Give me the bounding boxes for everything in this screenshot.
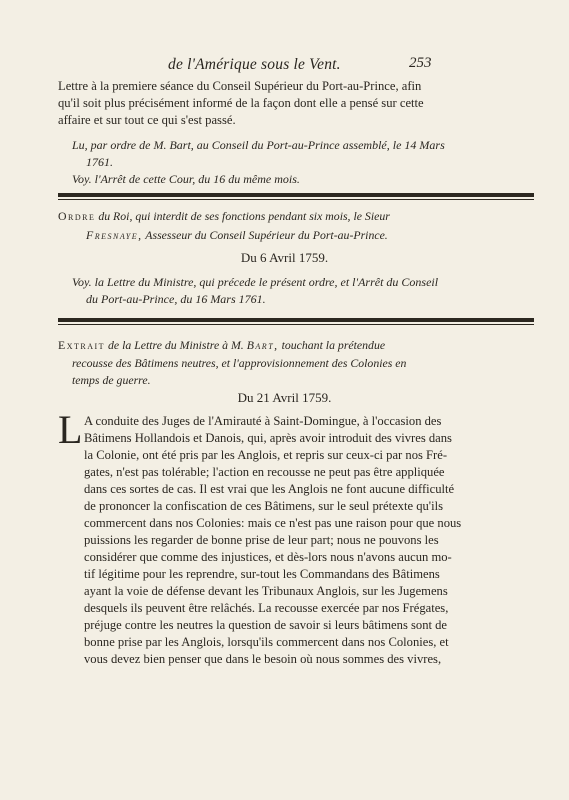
- body-line: la Colonie, ont été pris par les Anglois, et repris sur ceux-ci par nos Fré-: [84, 448, 448, 462]
- section-rule: [58, 193, 534, 200]
- ordre-date: Du 6 Avril 1759.: [240, 250, 329, 265]
- extrait-heading-line: temps de guerre.: [72, 373, 151, 387]
- ordre-heading-line: [58, 211, 390, 223]
- voy-note: Voy. l'Arrêt de cette Cour, du 16 du même mois.: [72, 172, 300, 186]
- body-line: dans ces sortes de cas. Il est vrai que les Anglois ne font aucune difficulté: [84, 482, 455, 496]
- body-line: bonne prise par les Anglois, lorsqu'ils commercent dans nos Colonies, et: [84, 635, 449, 649]
- body-line: desquels ils peuvent être relâchés. La recousse exercée par nos Frégates,: [84, 601, 449, 615]
- ordre-heading-text: du Roi, qui interdit de ses fonctions pendant six mois, le Sieur: [98, 209, 390, 223]
- body-line: considérer que comme des injustices, et dès-lors nous n'avons aucun mo-: [84, 550, 452, 564]
- rule-thin: [58, 324, 534, 325]
- rule-thick: [58, 318, 534, 322]
- extrait-date: Du 21 Avril 1759.: [237, 390, 332, 405]
- body-line: commercent dans nos Colonies: mais ce n'est pas une raison pour que nous: [84, 516, 462, 530]
- rule-thick: [58, 193, 534, 197]
- ordre-heading-name: Fresnaye,: [86, 228, 143, 242]
- ordre-heading-text: Assesseur du Conseil Supérieur du Port-au-Prince.: [145, 228, 388, 242]
- running-title: de l'Amérique sous le Vent.: [168, 56, 341, 73]
- extrait-heading-line: recousse des Bâtimens neutres, et l'approvisionnement des Colonies en: [72, 356, 407, 370]
- extrait-heading-text: de la Lettre du Ministre à M.: [108, 338, 244, 352]
- body-line: puissions les regarder de bonne prise de leur part; nous ne pouvons les: [84, 533, 439, 547]
- ordre-voy-line: du Port-au-Prince, du 16 Mars 1761.: [86, 292, 266, 306]
- ordre-heading-lead: Ordre: [58, 209, 96, 223]
- body-line: Bâtimens Hollandois et Danois, qui, après avoir introduit des vivres dans: [84, 431, 452, 445]
- drop-cap: L: [58, 407, 83, 452]
- body-line: tif légitime pour les reprendre, sur-tout les Commandans des Bâtimens: [84, 567, 440, 581]
- body-line: préjuge contre les neutres la question de savoir si leurs bâtimens sont de: [84, 618, 448, 632]
- intro-line: Lettre à la premiere séance du Conseil Supérieur du Port-au-Prince, afin: [58, 79, 422, 93]
- intro-line: affaire et sur tout ce qui s'est passé.: [58, 113, 236, 127]
- extrait-heading-text: touchant la prétendue: [281, 338, 386, 352]
- ordre-voy-line: Voy. la Lettre du Ministre, qui précede le présent ordre, et l'Arrêt du Conseil: [72, 275, 439, 289]
- body-line: A conduite des Juges de l'Amirauté à Saint-Domingue, à l'occasion des: [84, 414, 442, 428]
- page-number: 253: [409, 55, 432, 71]
- extrait-heading-line: [58, 340, 385, 352]
- body-line: gates, n'est pas tolérable; l'action en recousse ne peut pas être appliquée: [84, 465, 445, 479]
- body-line: vous devez bien penser que dans le besoin où nous sommes des vivres,: [84, 652, 442, 666]
- lu-line: Lu, par ordre de M. Bart, au Conseil du Port-au-Prince assemblé, le 14 Mars: [72, 138, 445, 152]
- page-header: [0, 56, 569, 78]
- rule-thin: [58, 199, 534, 200]
- intro-line: qu'il soit plus précisément informé de la façon dont elle a pensé sur cette: [58, 96, 424, 110]
- extrait-heading-lead: Extrait: [58, 338, 106, 352]
- body-line: de prononcer la confiscation de ces Bâtimens, sur le seul prétexte qu'ils: [84, 499, 443, 513]
- extrait-heading-name: Bart,: [246, 338, 279, 352]
- section-rule: [58, 318, 534, 325]
- ordre-heading-line: [86, 230, 388, 242]
- body-line: ayant la voie de défense devant les Tribunaux Anglois, sur les Jugemens: [84, 584, 448, 598]
- lu-line: 1761.: [86, 155, 113, 169]
